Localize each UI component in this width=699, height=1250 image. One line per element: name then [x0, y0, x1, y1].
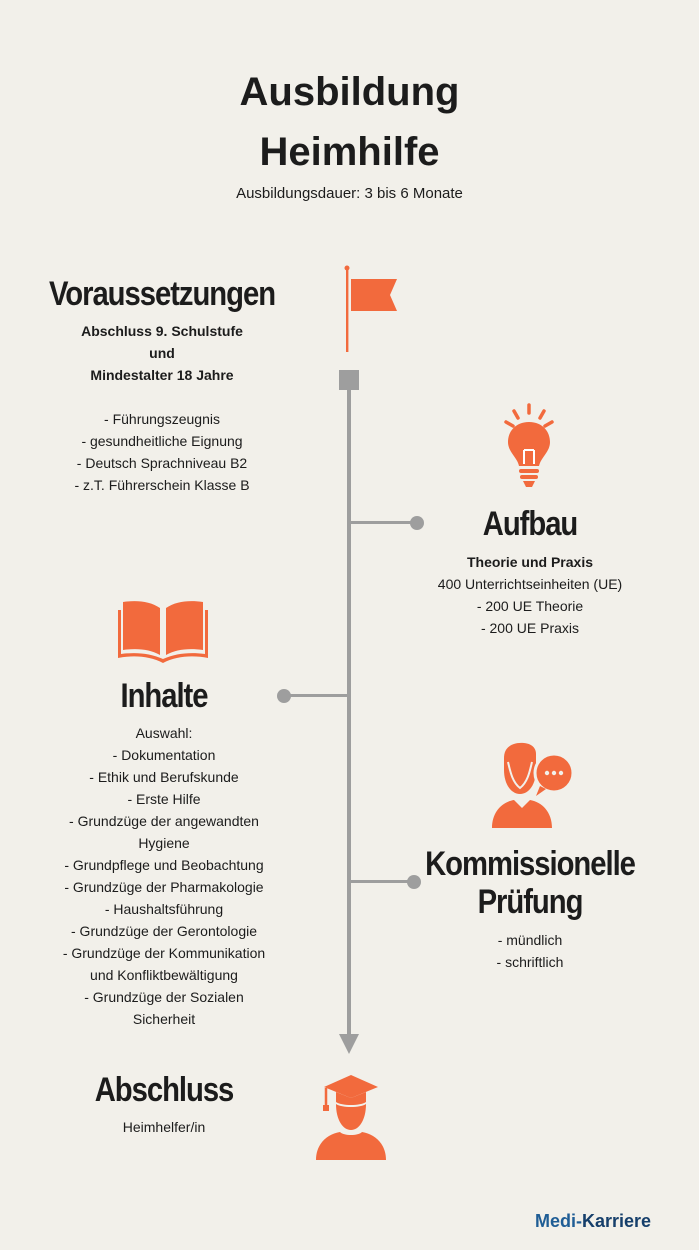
inhalte-item: - Erste Hilfe — [127, 791, 201, 807]
inhalte-item: - Dokumentation — [112, 747, 216, 763]
person-chat-icon — [484, 740, 579, 830]
page-title-line2: Heimhilfe — [259, 130, 440, 174]
timeline-arrow — [339, 1034, 359, 1054]
aufbau-item: - 200 UE Theorie — [476, 598, 584, 614]
pruefung-item: - mündlich — [497, 932, 563, 948]
pruefung-heading-line1: Kommissionelle — [425, 845, 635, 883]
duration-subtitle: Ausbildungsdauer: 3 bis 6 Monate — [236, 185, 463, 202]
voraussetzungen-item: - gesundheitliche Eignung — [81, 433, 243, 449]
aufbau-item: 400 Unterrichtseinheiten (UE) — [437, 576, 623, 592]
inhalte-item: - Grundzüge der Sozialen — [84, 989, 244, 1005]
inhalte-item: Auswahl: — [135, 725, 193, 741]
brand-part2: Karriere — [582, 1211, 652, 1231]
graduate-icon — [312, 1072, 390, 1162]
voraussetzungen-item: - Führungszeugnis — [104, 411, 220, 427]
inhalte-item: - Grundzüge der Kommunikation — [62, 945, 266, 961]
abschluss-text: Heimhelfer/in — [122, 1119, 206, 1135]
voraussetzungen-req-1: Abschluss 9. Schulstufe — [81, 323, 243, 339]
inhalte-list — [14, 722, 314, 1030]
inhalte-item: und Konfliktbewältigung — [90, 967, 238, 983]
voraussetzungen-req-3: Mindestalter 18 Jahre — [90, 367, 234, 383]
inhalte-item: Hygiene — [138, 835, 190, 851]
inhalte-item: - Grundzüge der Gerontologie — [71, 923, 257, 939]
voraussetzungen-item: - z.T. Führerschein Klasse B — [74, 477, 250, 493]
inhalte-item: - Grundzüge der angewandten — [69, 813, 259, 829]
pruefung-item: - schriftlich — [496, 954, 564, 970]
voraussetzungen-req-2: und — [149, 345, 175, 361]
inhalte-item: - Grundpflege und Beobachtung — [64, 857, 264, 873]
branch-inhalte — [290, 694, 347, 697]
page-title-line1: Ausbildung — [239, 70, 460, 114]
book-icon — [118, 600, 208, 665]
pruefung-heading-line2: Prüfung — [477, 883, 583, 921]
flag-icon — [342, 265, 402, 355]
brand-part1: Medi- — [535, 1211, 582, 1231]
brand-logo — [535, 1211, 651, 1232]
inhalte-heading: Inhalte — [120, 677, 208, 715]
timeline-line — [347, 390, 351, 1035]
inhalte-item: - Grundzüge der Pharmakologie — [64, 879, 264, 895]
abschluss-heading: Abschluss — [94, 1071, 234, 1109]
aufbau-intro: Theorie und Praxis — [466, 554, 594, 570]
voraussetzungen-item: - Deutsch Sprachniveau B2 — [76, 455, 248, 471]
aufbau-heading: Aufbau — [482, 505, 578, 543]
inhalte-item: - Ethik und Berufskunde — [89, 769, 239, 785]
inhalte-item: Sicherheit — [132, 1011, 196, 1027]
voraussetzungen-heading: Voraussetzungen — [48, 275, 276, 313]
timeline-start-square — [339, 370, 359, 390]
inhalte-item: - Haushaltsführung — [104, 901, 224, 917]
lightbulb-icon — [500, 402, 560, 492]
aufbau-item: - 200 UE Praxis — [480, 620, 580, 636]
